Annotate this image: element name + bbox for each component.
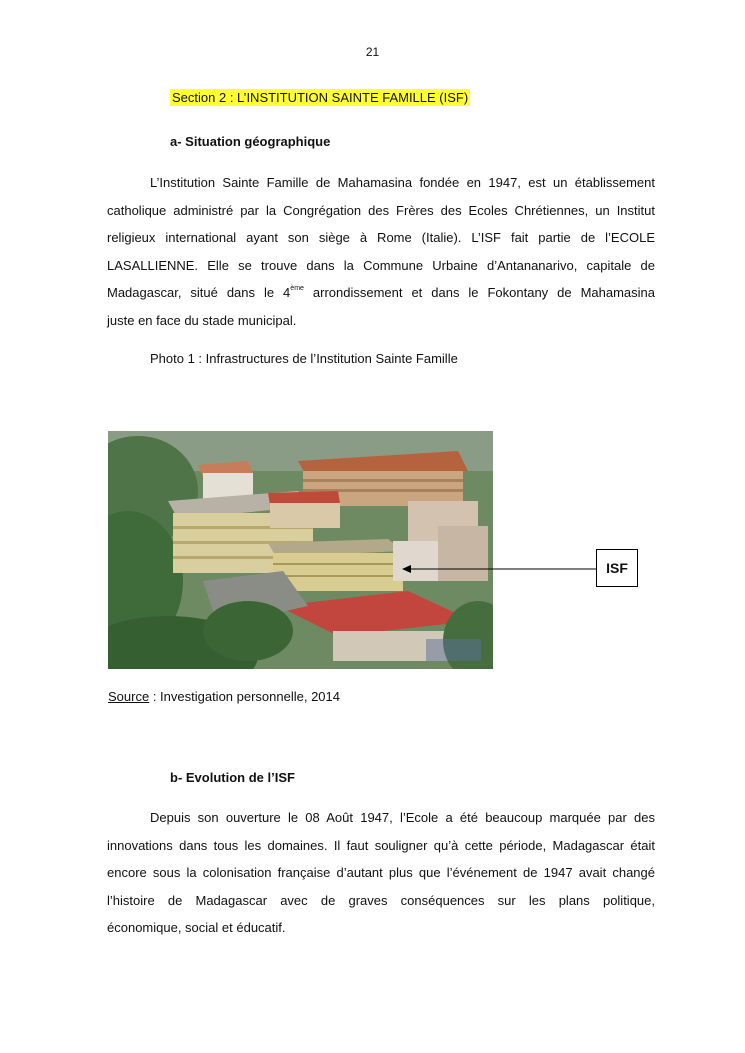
paragraph-situation [107, 169, 655, 334]
text-line: Depuis son ouverture le 08 Août 1947, l’Ecole a été beaucoup marquée par des [150, 810, 655, 825]
text-line: catholique administré par la Congrégation des Frères des Ecoles Chrétiennes, un Institut [107, 202, 655, 218]
text-line: L’Institution Sainte Famille de Mahamasina fondée en 1947, est un établissement [150, 175, 655, 190]
source-label: Source [108, 689, 150, 704]
heading-evolution: b- Evolution de l’ISF [170, 770, 295, 785]
text-line: encore sous la colonisation française d’autant plus que l’événement de 1947 avait changé [107, 865, 655, 880]
section-title: Section 2 : L’INSTITUTION SAINTE FAMILLE (ISF) [172, 90, 469, 105]
text-line: l’histoire de Madagascar avec de graves conséquences sur les plans politique, [107, 892, 655, 908]
text-line: LASALLIENNE. Elle se trouve dans la Commune Urbaine d’Antananarivo, capitale de [107, 257, 655, 273]
photo-caption: Photo 1 : Infrastructures de l’Institution Sainte Famille [150, 351, 458, 366]
page-number: 21 [365, 45, 380, 59]
arrow-icon [400, 563, 600, 575]
text-fragment: Madagascar, situé dans le 4 [107, 285, 291, 300]
campus-photo [108, 431, 493, 669]
text-line: juste en face du stade municipal. [107, 312, 297, 328]
text-line [107, 279, 655, 307]
text-line: religieux international ayant son siège à Rome (Italie). L’ISF fait partie de l’ECOLE [107, 230, 655, 245]
source-text: : Investigation personnelle, 2014 [149, 689, 341, 704]
paragraph-evolution [107, 804, 655, 942]
text-line: innovations dans tous les domaines. Il faut souligner qu’à cette période, Madagascar était [107, 837, 655, 853]
heading-situation: a- Situation géographique [170, 134, 331, 149]
photo-source [108, 689, 340, 704]
text-line: économique, social et éducatif. [107, 920, 286, 935]
isf-label-box: ISF [596, 549, 638, 587]
text-fragment: arrondissement et dans le Fokontany de Mahamasina [303, 285, 655, 300]
superscript: ème [290, 285, 304, 292]
